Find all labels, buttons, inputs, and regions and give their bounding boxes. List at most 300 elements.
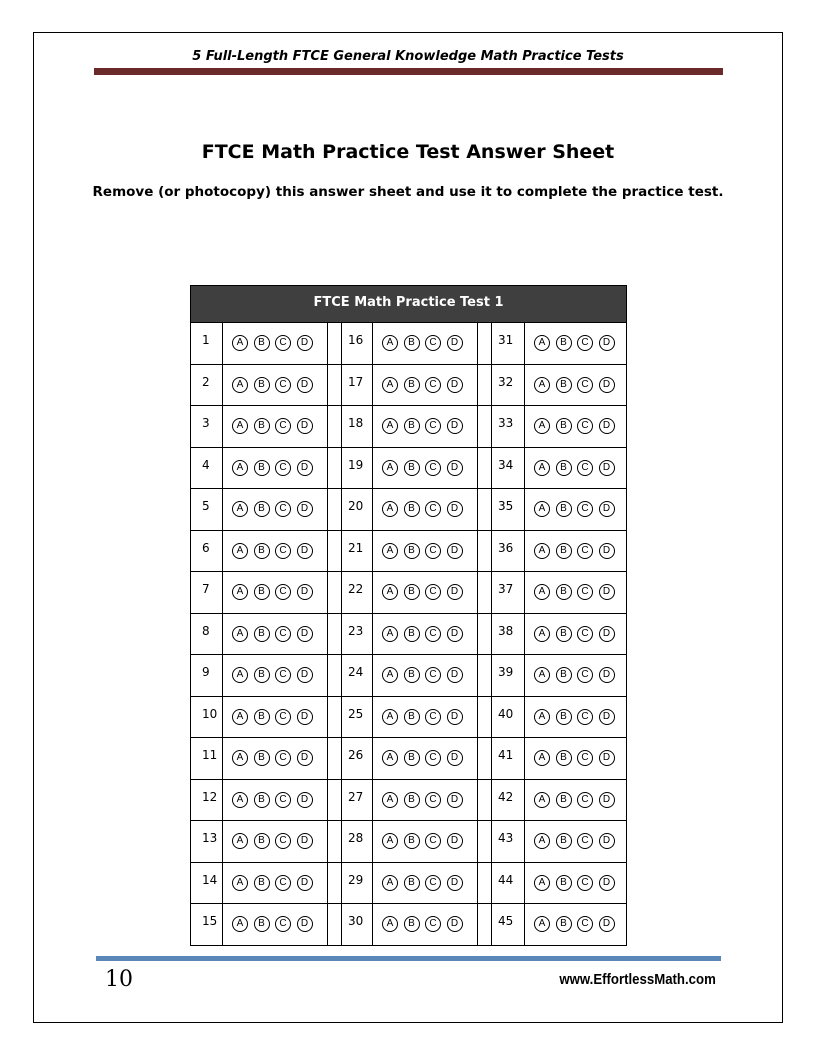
answer-choices <box>373 489 478 531</box>
choice-bubble-a[interactable]: A <box>232 418 248 434</box>
choice-bubble-a[interactable]: A <box>382 667 398 683</box>
choice-bubble-a[interactable]: A <box>534 626 550 642</box>
choice-bubble-d[interactable]: D <box>447 875 463 891</box>
choice-bubble-b[interactable]: B <box>404 335 420 351</box>
choice-bubble-d[interactable]: D <box>599 792 615 808</box>
choice-bubble-b[interactable]: B <box>404 501 420 517</box>
answer-choices <box>525 323 627 365</box>
choice-bubble-a[interactable]: A <box>534 460 550 476</box>
column-gap <box>328 406 342 448</box>
choice-bubble-c[interactable]: C <box>275 833 291 849</box>
choice-bubble-b[interactable]: B <box>254 667 270 683</box>
choice-bubble-b[interactable]: B <box>404 709 420 725</box>
choice-bubble-a[interactable]: A <box>382 460 398 476</box>
answer-sheet-body <box>191 323 627 946</box>
answer-choices <box>223 323 328 365</box>
choice-bubble-b[interactable]: B <box>556 792 572 808</box>
choice-bubble-d[interactable]: D <box>599 418 615 434</box>
choice-bubble-d[interactable]: D <box>447 460 463 476</box>
answer-choices <box>373 738 478 780</box>
column-gap <box>328 613 342 655</box>
question-number: 38 <box>492 613 525 655</box>
choice-bubble-b[interactable]: B <box>254 543 270 559</box>
question-number: 27 <box>342 779 373 821</box>
choice-bubble-d[interactable]: D <box>599 833 615 849</box>
choice-bubble-a[interactable]: A <box>382 875 398 891</box>
choice-bubble-c[interactable]: C <box>275 709 291 725</box>
choice-bubble-d[interactable]: D <box>599 460 615 476</box>
question-number: 16 <box>342 323 373 365</box>
answer-choices <box>373 779 478 821</box>
choice-bubble-d[interactable]: D <box>447 709 463 725</box>
choice-bubble-d[interactable]: D <box>447 335 463 351</box>
choice-bubble-a[interactable]: A <box>232 833 248 849</box>
choice-bubble-a[interactable]: A <box>534 875 550 891</box>
choice-bubble-c[interactable]: C <box>577 335 593 351</box>
choice-bubble-c[interactable]: C <box>577 709 593 725</box>
choice-bubble-b[interactable]: B <box>254 501 270 517</box>
choice-bubble-b[interactable]: B <box>404 626 420 642</box>
choice-bubble-b[interactable]: B <box>556 460 572 476</box>
question-number: 4 <box>191 447 223 489</box>
choice-bubble-d[interactable]: D <box>297 543 313 559</box>
choice-bubble-b[interactable]: B <box>254 335 270 351</box>
question-number: 3 <box>191 406 223 448</box>
choice-bubble-a[interactable]: A <box>382 750 398 766</box>
choice-bubble-b[interactable]: B <box>404 418 420 434</box>
choice-bubble-b[interactable]: B <box>404 833 420 849</box>
page-number: 10 <box>105 967 133 992</box>
choice-bubble-b[interactable]: B <box>404 750 420 766</box>
choice-bubble-a[interactable]: A <box>382 833 398 849</box>
choice-bubble-c[interactable]: C <box>275 584 291 600</box>
choice-bubble-a[interactable]: A <box>232 335 248 351</box>
choice-bubble-b[interactable]: B <box>556 709 572 725</box>
choice-bubble-a[interactable]: A <box>232 792 248 808</box>
column-gap <box>478 696 492 738</box>
choice-bubble-d[interactable]: D <box>297 418 313 434</box>
page-title: FTCE Math Practice Test Answer Sheet <box>201 141 615 163</box>
answer-row <box>191 655 627 697</box>
choice-bubble-a[interactable]: A <box>534 667 550 683</box>
choice-bubble-d[interactable]: D <box>297 335 313 351</box>
choice-bubble-a[interactable]: A <box>534 501 550 517</box>
choice-bubble-b[interactable]: B <box>254 750 270 766</box>
question-number: 21 <box>342 530 373 572</box>
choice-bubble-d[interactable]: D <box>599 584 615 600</box>
choice-bubble-a[interactable]: A <box>534 584 550 600</box>
answer-choices <box>525 489 627 531</box>
choice-bubble-a[interactable]: A <box>534 335 550 351</box>
choice-bubble-c[interactable]: C <box>425 833 441 849</box>
choice-bubble-d[interactable]: D <box>447 377 463 393</box>
answer-choices <box>525 613 627 655</box>
choice-bubble-d[interactable]: D <box>297 460 313 476</box>
question-number: 26 <box>342 738 373 780</box>
question-number: 9 <box>191 655 223 697</box>
choice-bubble-b[interactable]: B <box>556 501 572 517</box>
answer-choices <box>223 862 328 904</box>
choice-bubble-d[interactable]: D <box>297 709 313 725</box>
choice-bubble-a[interactable]: A <box>534 418 550 434</box>
question-number: 31 <box>492 323 525 365</box>
answer-choices <box>223 364 328 406</box>
answer-choices <box>525 447 627 489</box>
choice-bubble-a[interactable]: A <box>382 377 398 393</box>
answer-choices <box>373 821 478 863</box>
answer-choices <box>223 530 328 572</box>
choice-bubble-c[interactable]: C <box>275 792 291 808</box>
choice-bubble-c[interactable]: C <box>425 501 441 517</box>
choice-bubble-c[interactable]: C <box>577 750 593 766</box>
choice-bubble-c[interactable]: C <box>577 792 593 808</box>
choice-bubble-c[interactable]: C <box>275 335 291 351</box>
choice-bubble-a[interactable]: A <box>382 626 398 642</box>
column-gap <box>478 530 492 572</box>
choice-bubble-b[interactable]: B <box>254 584 270 600</box>
question-number: 40 <box>492 696 525 738</box>
answer-choices <box>525 696 627 738</box>
choice-bubble-d[interactable]: D <box>447 833 463 849</box>
answer-sheet-table <box>190 285 627 946</box>
choice-bubble-c[interactable]: C <box>577 833 593 849</box>
choice-bubble-c[interactable]: C <box>425 875 441 891</box>
choice-bubble-a[interactable]: A <box>232 377 248 393</box>
answer-choices <box>373 364 478 406</box>
column-gap <box>328 779 342 821</box>
instructions-text: Remove (or photocopy) this answer sheet and use it to complete the practice test. <box>92 184 724 200</box>
choice-bubble-c[interactable]: C <box>275 626 291 642</box>
choice-bubble-b[interactable]: B <box>254 875 270 891</box>
choice-bubble-d[interactable]: D <box>447 792 463 808</box>
question-number: 34 <box>492 447 525 489</box>
answer-row <box>191 696 627 738</box>
column-gap <box>478 489 492 531</box>
choice-bubble-c[interactable]: C <box>275 750 291 766</box>
answer-choices <box>525 572 627 614</box>
choice-bubble-c[interactable]: C <box>425 626 441 642</box>
answer-choices <box>525 364 627 406</box>
choice-bubble-d[interactable]: D <box>447 418 463 434</box>
question-number: 33 <box>492 406 525 448</box>
choice-bubble-c[interactable]: C <box>577 584 593 600</box>
choice-bubble-b[interactable]: B <box>254 792 270 808</box>
footer-rule <box>96 956 721 961</box>
choice-bubble-b[interactable]: B <box>556 833 572 849</box>
answer-row <box>191 904 627 946</box>
choice-bubble-c[interactable]: C <box>425 916 441 932</box>
column-gap <box>328 821 342 863</box>
answer-choices <box>525 779 627 821</box>
choice-bubble-a[interactable]: A <box>382 501 398 517</box>
choice-bubble-b[interactable]: B <box>404 377 420 393</box>
column-gap <box>478 613 492 655</box>
question-number: 10 <box>191 696 223 738</box>
column-gap <box>478 406 492 448</box>
choice-bubble-a[interactable]: A <box>232 501 248 517</box>
answer-row <box>191 323 627 365</box>
column-gap <box>328 323 342 365</box>
choice-bubble-a[interactable]: A <box>232 750 248 766</box>
question-number: 29 <box>342 862 373 904</box>
choice-bubble-d[interactable]: D <box>297 667 313 683</box>
column-gap <box>478 572 492 614</box>
choice-bubble-b[interactable]: B <box>254 709 270 725</box>
answer-row <box>191 572 627 614</box>
choice-bubble-c[interactable]: C <box>577 543 593 559</box>
choice-bubble-d[interactable]: D <box>297 377 313 393</box>
choice-bubble-a[interactable]: A <box>382 709 398 725</box>
choice-bubble-c[interactable]: C <box>275 916 291 932</box>
choice-bubble-c[interactable]: C <box>577 667 593 683</box>
choice-bubble-a[interactable]: A <box>534 750 550 766</box>
choice-bubble-d[interactable]: D <box>599 750 615 766</box>
question-number: 37 <box>492 572 525 614</box>
choice-bubble-c[interactable]: C <box>425 335 441 351</box>
choice-bubble-c[interactable]: C <box>425 667 441 683</box>
question-number: 22 <box>342 572 373 614</box>
choice-bubble-b[interactable]: B <box>556 626 572 642</box>
choice-bubble-a[interactable]: A <box>382 792 398 808</box>
choice-bubble-d[interactable]: D <box>447 750 463 766</box>
choice-bubble-d[interactable]: D <box>297 875 313 891</box>
choice-bubble-b[interactable]: B <box>556 875 572 891</box>
question-number: 39 <box>492 655 525 697</box>
choice-bubble-d[interactable]: D <box>447 501 463 517</box>
answer-choices <box>525 862 627 904</box>
answer-choices <box>223 904 328 946</box>
choice-bubble-d[interactable]: D <box>447 916 463 932</box>
answer-choices <box>373 530 478 572</box>
choice-bubble-a[interactable]: A <box>534 709 550 725</box>
column-gap <box>478 862 492 904</box>
choice-bubble-c[interactable]: C <box>275 875 291 891</box>
answer-row <box>191 821 627 863</box>
choice-bubble-b[interactable]: B <box>404 543 420 559</box>
choice-bubble-a[interactable]: A <box>534 792 550 808</box>
choice-bubble-b[interactable]: B <box>556 750 572 766</box>
column-gap <box>328 364 342 406</box>
answer-choices <box>223 447 328 489</box>
choice-bubble-b[interactable]: B <box>254 460 270 476</box>
choice-bubble-b[interactable]: B <box>556 418 572 434</box>
question-number: 11 <box>191 738 223 780</box>
question-number: 42 <box>492 779 525 821</box>
choice-bubble-b[interactable]: B <box>404 916 420 932</box>
choice-bubble-b[interactable]: B <box>556 667 572 683</box>
choice-bubble-d[interactable]: D <box>599 377 615 393</box>
choice-bubble-c[interactable]: C <box>275 543 291 559</box>
choice-bubble-b[interactable]: B <box>404 667 420 683</box>
choice-bubble-a[interactable]: A <box>534 377 550 393</box>
choice-bubble-a[interactable]: A <box>232 916 248 932</box>
choice-bubble-b[interactable]: B <box>254 418 270 434</box>
choice-bubble-d[interactable]: D <box>599 709 615 725</box>
choice-bubble-d[interactable]: D <box>297 833 313 849</box>
choice-bubble-c[interactable]: C <box>425 584 441 600</box>
choice-bubble-a[interactable]: A <box>232 709 248 725</box>
choice-bubble-c[interactable]: C <box>425 418 441 434</box>
question-number: 2 <box>191 364 223 406</box>
question-number: 7 <box>191 572 223 614</box>
choice-bubble-b[interactable]: B <box>254 377 270 393</box>
question-number: 32 <box>492 364 525 406</box>
choice-bubble-d[interactable]: D <box>447 543 463 559</box>
column-gap <box>328 655 342 697</box>
answer-choices <box>525 406 627 448</box>
column-gap <box>478 904 492 946</box>
answer-choices <box>373 696 478 738</box>
choice-bubble-b[interactable]: B <box>404 460 420 476</box>
answer-row <box>191 779 627 821</box>
column-gap <box>478 447 492 489</box>
choice-bubble-d[interactable]: D <box>599 667 615 683</box>
choice-bubble-a[interactable]: A <box>382 418 398 434</box>
choice-bubble-b[interactable]: B <box>556 335 572 351</box>
choice-bubble-a[interactable]: A <box>382 335 398 351</box>
choice-bubble-a[interactable]: A <box>382 916 398 932</box>
choice-bubble-d[interactable]: D <box>297 916 313 932</box>
column-gap <box>478 364 492 406</box>
choice-bubble-a[interactable]: A <box>534 543 550 559</box>
answer-choices <box>223 655 328 697</box>
column-gap <box>478 779 492 821</box>
choice-bubble-c[interactable]: C <box>425 709 441 725</box>
choice-bubble-d[interactable]: D <box>599 543 615 559</box>
choice-bubble-b[interactable]: B <box>556 377 572 393</box>
choice-bubble-c[interactable]: C <box>577 626 593 642</box>
question-number: 28 <box>342 821 373 863</box>
answer-choices <box>373 904 478 946</box>
choice-bubble-b[interactable]: B <box>254 833 270 849</box>
choice-bubble-a[interactable]: A <box>382 543 398 559</box>
choice-bubble-d[interactable]: D <box>599 626 615 642</box>
choice-bubble-c[interactable]: C <box>425 377 441 393</box>
running-header: 5 Full-Length FTCE General Knowledge Math Practice Tests <box>192 49 624 64</box>
choice-bubble-d[interactable]: D <box>297 501 313 517</box>
answer-choices <box>373 447 478 489</box>
choice-bubble-c[interactable]: C <box>425 750 441 766</box>
column-gap <box>478 821 492 863</box>
choice-bubble-d[interactable]: D <box>297 584 313 600</box>
choice-bubble-b[interactable]: B <box>556 916 572 932</box>
question-number: 12 <box>191 779 223 821</box>
answer-row <box>191 447 627 489</box>
choice-bubble-d[interactable]: D <box>599 335 615 351</box>
question-number: 5 <box>191 489 223 531</box>
column-gap <box>328 530 342 572</box>
header-rule <box>94 68 723 75</box>
column-gap <box>328 904 342 946</box>
answer-choices <box>525 904 627 946</box>
choice-bubble-a[interactable]: A <box>232 667 248 683</box>
choice-bubble-c[interactable]: C <box>275 377 291 393</box>
choice-bubble-c[interactable]: C <box>425 543 441 559</box>
question-number: 20 <box>342 489 373 531</box>
choice-bubble-c[interactable]: C <box>275 667 291 683</box>
choice-bubble-a[interactable]: A <box>232 875 248 891</box>
question-number: 15 <box>191 904 223 946</box>
answer-row <box>191 613 627 655</box>
question-number: 13 <box>191 821 223 863</box>
choice-bubble-a[interactable]: A <box>534 916 550 932</box>
choice-bubble-b[interactable]: B <box>404 584 420 600</box>
column-gap <box>478 323 492 365</box>
column-gap <box>478 738 492 780</box>
answer-sheet-heading: FTCE Math Practice Test 1 <box>191 286 627 323</box>
answer-choices <box>373 655 478 697</box>
answer-row <box>191 364 627 406</box>
column-gap <box>328 862 342 904</box>
choice-bubble-b[interactable]: B <box>404 792 420 808</box>
choice-bubble-d[interactable]: D <box>599 501 615 517</box>
choice-bubble-c[interactable]: C <box>275 460 291 476</box>
answer-row <box>191 489 627 531</box>
column-gap <box>328 489 342 531</box>
choice-bubble-a[interactable]: A <box>232 584 248 600</box>
answer-choices <box>223 821 328 863</box>
choice-bubble-a[interactable]: A <box>232 543 248 559</box>
choice-bubble-d[interactable]: D <box>599 875 615 891</box>
choice-bubble-a[interactable]: A <box>382 584 398 600</box>
choice-bubble-c[interactable]: C <box>425 792 441 808</box>
question-number: 35 <box>492 489 525 531</box>
answer-choices <box>223 613 328 655</box>
choice-bubble-c[interactable]: C <box>577 875 593 891</box>
answer-row <box>191 862 627 904</box>
choice-bubble-c[interactable]: C <box>275 501 291 517</box>
choice-bubble-d[interactable]: D <box>297 792 313 808</box>
choice-bubble-c[interactable]: C <box>577 460 593 476</box>
choice-bubble-c[interactable]: C <box>425 460 441 476</box>
choice-bubble-d[interactable]: D <box>297 626 313 642</box>
choice-bubble-c[interactable]: C <box>577 916 593 932</box>
question-number: 36 <box>492 530 525 572</box>
answer-choices <box>223 738 328 780</box>
choice-bubble-c[interactable]: C <box>275 418 291 434</box>
question-number: 43 <box>492 821 525 863</box>
choice-bubble-a[interactable]: A <box>232 460 248 476</box>
choice-bubble-b[interactable]: B <box>556 543 572 559</box>
choice-bubble-d[interactable]: D <box>447 667 463 683</box>
question-number: 24 <box>342 655 373 697</box>
answer-choices <box>373 323 478 365</box>
question-number: 30 <box>342 904 373 946</box>
choice-bubble-c[interactable]: C <box>577 501 593 517</box>
choice-bubble-b[interactable]: B <box>556 584 572 600</box>
choice-bubble-b[interactable]: B <box>404 875 420 891</box>
choice-bubble-b[interactable]: B <box>254 626 270 642</box>
choice-bubble-c[interactable]: C <box>577 377 593 393</box>
choice-bubble-d[interactable]: D <box>447 584 463 600</box>
choice-bubble-b[interactable]: B <box>254 916 270 932</box>
choice-bubble-d[interactable]: D <box>447 626 463 642</box>
question-number: 8 <box>191 613 223 655</box>
answer-choices <box>373 613 478 655</box>
choice-bubble-d[interactable]: D <box>599 916 615 932</box>
choice-bubble-a[interactable]: A <box>232 626 248 642</box>
choice-bubble-c[interactable]: C <box>577 418 593 434</box>
question-number: 19 <box>342 447 373 489</box>
choice-bubble-a[interactable]: A <box>534 833 550 849</box>
question-number: 1 <box>191 323 223 365</box>
choice-bubble-d[interactable]: D <box>297 750 313 766</box>
answer-choices <box>373 406 478 448</box>
answer-choices <box>525 738 627 780</box>
question-number: 17 <box>342 364 373 406</box>
website-url: www.EffortlessMath.com <box>559 971 716 988</box>
question-number: 45 <box>492 904 525 946</box>
